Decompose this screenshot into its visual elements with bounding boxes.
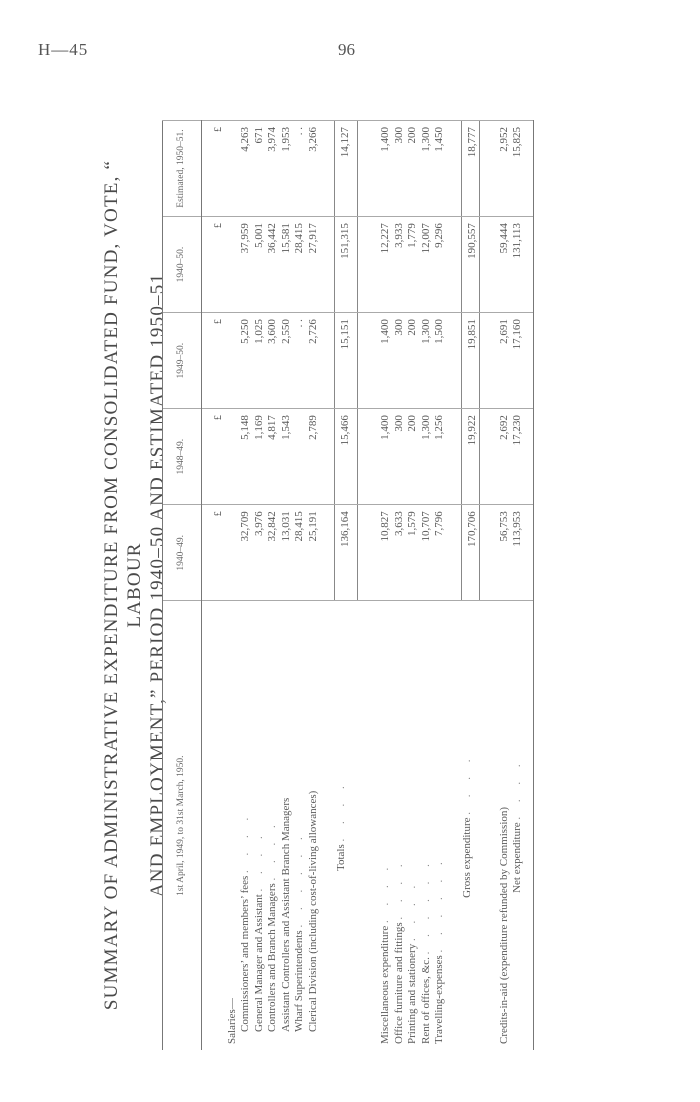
row-label: Wharf Superintendents [293,930,305,1032]
row-label: Travelling-expenses [433,955,445,1044]
row-label: Totals [334,844,347,871]
expenditure-table [162,120,534,1050]
cell-1940-50: 37,959 [239,217,253,313]
cell-1948-49: 200 [406,409,420,505]
net-expenditure-row [511,121,533,1051]
cell-estimated-1950-51: 3,266 [307,121,321,217]
cell-1948-49: 1,256 [433,409,447,505]
row-label: Rent of offices, &c. [419,957,432,1044]
cell-estimated-1950-51: 15,825 [511,121,533,217]
cell-estimated-1950-51: 14,127 [335,121,358,217]
table-row [433,121,447,1051]
cell-1940-49: 136,164 [335,505,358,601]
leader-dots: . . . . [406,879,418,942]
cell-1940-49: 32,709 [239,505,253,601]
cell-1940-50: 9,296 [433,217,447,313]
column-header: 1940–49. [163,505,202,601]
cell-1948-49: 17,230 [511,409,533,505]
cell-1940-49: 28,415 [293,505,307,601]
table-title [100,120,169,1050]
document-code: H—45 [38,40,89,59]
cell-estimated-1950-51: 1,450 [433,121,447,217]
row-label: Net expenditure [511,822,523,893]
totals-row [335,121,358,1051]
cell-1940-49: 3,976 [253,505,267,601]
leader-dots: . . . . [379,861,391,924]
cell-1940-50: 15,581 [280,217,294,313]
section-label: Salaries— [225,998,238,1044]
cell-estimated-1950-51: 1,300 [420,121,434,217]
column-header: 1949–50. [163,313,202,409]
cell-1940-49: 170,706 [461,505,480,601]
cell-1949-50: 200 [406,313,420,409]
cell-estimated-1950-51: 4,263 [239,121,253,217]
leader-dots: . . . . [266,819,278,881]
leader-dots: . . . . [392,858,405,920]
cell-estimated-1950-51: . . [293,121,307,217]
cell-1949-50: 3,600 [266,313,280,409]
unit-symbol: £ [212,505,226,601]
cell-1949-50: 300 [393,313,407,409]
row-label: Credits-in-aid (expenditure refunded by Commission) [497,806,510,1044]
cell-estimated-1950-51: 1,400 [379,121,393,217]
cell-1948-49: 1,400 [379,409,393,505]
cell-1940-50: 59,444 [498,217,512,313]
cell-1949-50: 2,550 [280,313,294,409]
page-number: 96 [338,40,355,59]
credits-in-aid-row [498,121,512,1051]
table-row [406,121,420,1051]
table-row [293,121,307,1051]
row-label: Commissioners’ and members’ fees [239,875,251,1032]
cell-1940-49: 10,827 [379,505,393,601]
column-header: 1940–50. [163,217,202,313]
cell-1948-49: 1,169 [253,409,267,505]
cell-estimated-1950-51: 3,974 [266,121,280,217]
table-row [239,121,253,1051]
cell-1948-49: 4,817 [266,409,280,505]
leader-dots: . . . . [461,753,473,815]
row-label: Clerical Division (including cost-of-living allowances) [306,790,319,1032]
cell-estimated-1950-51: 671 [253,121,267,217]
row-label: Office furniture and fittings [392,922,405,1044]
table-row [307,121,321,1051]
table-row [266,121,280,1051]
cell-estimated-1950-51: 300 [393,121,407,217]
cell-1949-50: 5,250 [239,313,253,409]
cell-1940-49: 10,707 [420,505,434,601]
cell-1949-50: 2,726 [307,313,321,409]
cell-1948-49: 15,466 [335,409,358,505]
table-row [280,121,294,1051]
cell-1948-49 [293,409,307,505]
row-label: Printing and stationery [406,943,418,1044]
cell-1948-49: 1,543 [280,409,294,505]
leader-dots: . . . . . . [293,831,305,928]
unit-row [212,121,226,1051]
cell-1940-50: 12,227 [379,217,393,313]
cell-1948-49: 5,148 [239,409,253,505]
leader-dots: . . . . [511,758,523,820]
cell-1949-50: 2,691 [498,313,512,409]
cell-estimated-1950-51: 2,952 [498,121,512,217]
cell-1940-49: 1,579 [406,505,420,601]
cell-1948-49: 2,789 [307,409,321,505]
cell-1940-50: 3,933 [393,217,407,313]
column-header: 1st April, 1949, to 31st March, 1950. [163,601,202,1050]
title-line-2: AND EMPLOYMENT,” PERIOD 1940–50 AND ESTIMATED 1950–51 [147,272,168,898]
cell-1940-49: 3,633 [393,505,407,601]
section-row [226,121,240,1051]
cell-1940-50: 190,557 [461,217,480,313]
cell-1949-50: 15,151 [335,313,358,409]
cell-1948-49: 2,692 [498,409,512,505]
cell-1940-49: 56,753 [498,505,512,601]
row-label: Miscellaneous expenditure [379,925,391,1044]
column-header: Estimated, 1950–51. [163,121,202,217]
cell-estimated-1950-51: 200 [406,121,420,217]
table-row [379,121,393,1051]
cell-1940-50: 151,315 [335,217,358,313]
cell-1940-49: 7,796 [433,505,447,601]
cell-1940-50: 28,415 [293,217,307,313]
leader-dots: . . . . . . [433,856,445,953]
cell-1949-50: 17,160 [511,313,533,409]
leader-dots: . . . . [334,780,347,842]
leader-dots: . . . . [239,811,251,873]
cell-1940-50: 12,007 [420,217,434,313]
cell-1940-50: 36,442 [266,217,280,313]
cell-1940-49: 113,953 [511,505,533,601]
cell-1948-49: 300 [393,409,407,505]
gross-expenditure-row [461,121,480,1051]
table-row [420,121,434,1051]
cell-1940-50: 27,917 [307,217,321,313]
row-label: Assistant Controllers and Assistant Branch Managers [279,797,292,1032]
table-row [253,121,267,1051]
cell-1940-49: 13,031 [280,505,294,601]
rotated-content [100,120,620,1050]
leader-dots: . . . . . . [419,858,432,955]
cell-1949-50: 19,851 [461,313,480,409]
row-label: General Manager and Assistant [252,894,265,1032]
table-row [393,121,407,1051]
row-label: Controllers and Branch Managers [266,883,278,1032]
cell-1949-50: 1,300 [420,313,434,409]
unit-symbol: £ [212,217,226,313]
column-header: 1948–49. [163,409,202,505]
cell-1940-49: 25,191 [307,505,321,601]
cell-1949-50: 1,500 [433,313,447,409]
unit-symbol: £ [212,409,226,505]
table-header-row [163,121,202,1051]
cell-1940-50: 131,113 [511,217,533,313]
row-label: Gross expenditure [461,817,473,898]
cell-1948-49: 1,300 [420,409,434,505]
title-line-1: SUMMARY OF ADMINISTRATIVE EXPENDITURE FROM CONSOLIDATED FUND, VOTE, “ LABOUR [101,159,145,1011]
cell-1940-50: 5,001 [253,217,267,313]
cell-1940-50: 1,779 [406,217,420,313]
cell-estimated-1950-51: 1,953 [280,121,294,217]
cell-1948-49: 19,922 [461,409,480,505]
unit-symbol: £ [212,121,226,217]
leader-dots: . . . . [252,830,265,892]
cell-1949-50: 1,400 [379,313,393,409]
cell-1940-49: 32,842 [266,505,280,601]
cell-1949-50: 1,025 [253,313,267,409]
cell-estimated-1950-51: 18,777 [461,121,480,217]
cell-1949-50: . . [293,313,307,409]
unit-symbol: £ [212,313,226,409]
